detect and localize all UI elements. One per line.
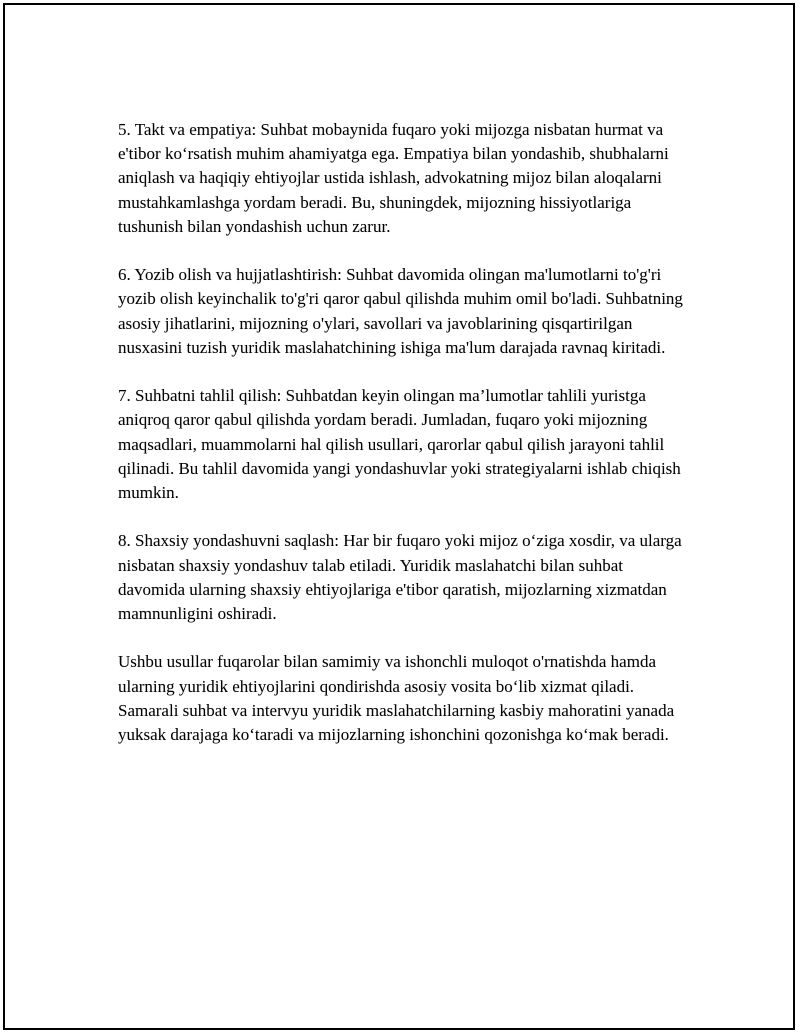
paragraph-suhbatni-tahlil: 7. Suhbatni tahlil qilish: Suhbatdan keyin olingan ma’lumotlar tahlili yuristga aniqroq qaror qabul qilishda yordam beradi. Jumladan, fuqaro yoki mijozning maqsadlari, muammolarni hal qilish usullari, qarorlar qabul qilish jarayoni tahlil qilinadi. Bu tahlil davomida yangi yondashuvlar yoki strategiyalarni ishlab chiqish mumkin. bbox=[118, 386, 681, 503]
paragraph-yozib-olish: 6. Yozib olish va hujjatlashtirish: Suhbat davomida olingan ma'lumotlarni to'g'ri yozib olish keyinchalik to'g'ri qaror qabul qilishda muhim omil bo'ladi. Suhbatning asosiy jihatlarini, mijozning o'ylari, savollari va javoblarining qisqartirilgan nusxasini tuzish yuridik maslahatchining ishiga ma'lum darajada ravnaq kiritadi. bbox=[118, 265, 683, 357]
document-body bbox=[118, 118, 690, 771]
paragraph-shaxsiy-yondashuv: 8. Shaxsiy yondashuvni saqlash: Har bir fuqaro yoki mijoz o‘ziga xosdir, va ularga nisbatan shaxsiy yondashuv talab etiladi. Yuridik maslahatchi bilan suhbat davomida ularning shaxsiy ehtiyojlariga e'tibor qaratish, mijozlarning xizmatdan mamnunligini oshiradi. bbox=[118, 531, 682, 624]
paragraph-conclusion: Ushbu usullar fuqarolar bilan samimiy va ishonchli muloqot o'rnatishda hamda ularning yuridik ehtiyojlarini qondirishda asosiy vosita bo‘lib xizmat qiladi. Samarali suhbat va intervyu yuridik maslahatchilarning kasbiy mahoratini yanada yuksak darajaga ko‘taradi va mijozlarning ishonchini qozonishga ko‘mak beradi. bbox=[118, 652, 675, 745]
paragraph-takt-va-empatiya: 5. Takt va empatiya: Suhbat mobaynida fuqaro yoki mijozga nisbatan hurmat va e'tibor ko‘rsatish muhim ahamiyatga ega. Empatiya bilan yondashib, shubhalarni aniqlash va haqiqiy ehtiyojlar ustida ishlash, advokatning mijoz bilan aloqalarni mustahkamlashga yordam beradi. Bu, shuningdek, mijozning hissiyotlariga tushunish bilan yondashish uchun zarur. bbox=[118, 120, 669, 236]
